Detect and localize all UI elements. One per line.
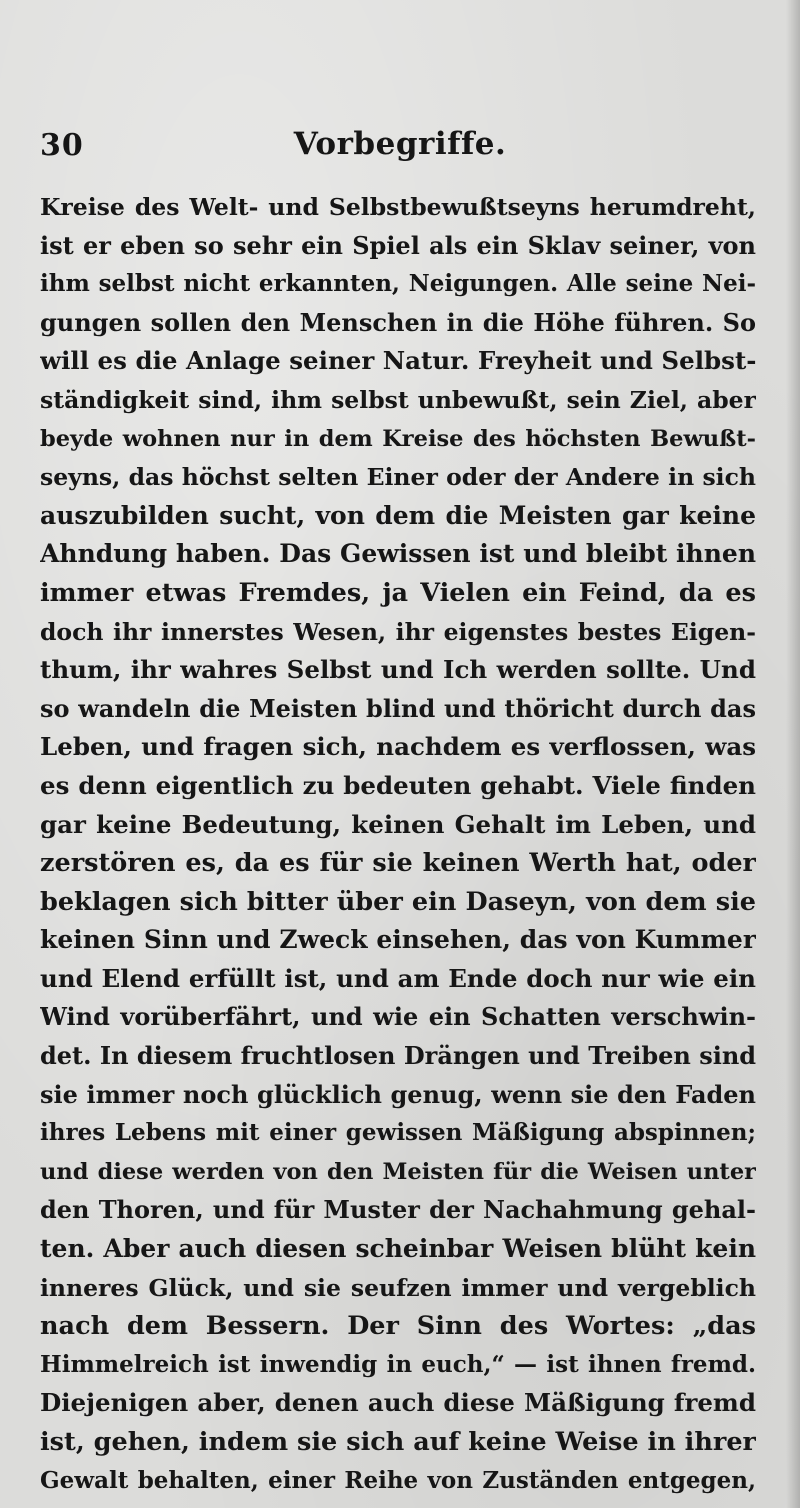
text-line: will es die Anlage seiner Natur. Freyheit und Selbst- bbox=[40, 346, 756, 376]
text-line: Diejenigen aber, denen auch diese Mäßigung fremd bbox=[40, 1388, 756, 1418]
text-line: gungen sollen den Menschen in die Höhe führen. So bbox=[40, 307, 756, 337]
text-line: sie immer noch glücklich genug, wenn sie den Faden bbox=[40, 1079, 756, 1109]
text-line: beyde wohnen nur in dem Kreise des höchsten Bewußt- bbox=[40, 425, 756, 452]
text-line: zerstören es, da es für sie keinen Werth hat, oder bbox=[40, 848, 756, 879]
text-line: seyns, das höchst selten Einer oder der Andere in sich bbox=[40, 463, 756, 492]
text-line: ist er eben so sehr ein Spiel als ein Sklav seiner, von bbox=[40, 230, 756, 260]
page-number: 30 bbox=[40, 128, 84, 163]
running-head: Vorbegriffe. bbox=[293, 126, 507, 162]
text-line: keinen Sinn und Zweck einsehen, das von Kummer bbox=[40, 925, 756, 955]
text-line: beklagen sich bitter über ein Daseyn, von dem sie bbox=[40, 886, 756, 917]
text-line: ihm selbst nicht erkannten, Neigungen. Alle seine Nei- bbox=[40, 270, 756, 298]
body-text bbox=[40, 188, 756, 1500]
text-line: ist, gehen, indem sie sich auf keine Weise in ihrer bbox=[40, 1427, 756, 1457]
text-line: auszubilden sucht, von dem die Meisten gar keine bbox=[40, 500, 756, 530]
text-line: gar keine Bedeutung, keinen Gehalt im Leben, und bbox=[40, 809, 756, 839]
text-line: und diese werden von den Meisten für die Weisen unter bbox=[40, 1158, 756, 1185]
text-line: Leben, und fragen sich, nachdem es verflossen, was bbox=[40, 732, 756, 762]
text-line: ten. Aber auch diesen scheinbar Weisen blüht kein bbox=[40, 1234, 756, 1264]
text-line: so wandeln die Meisten blind und thöricht durch das bbox=[40, 693, 756, 723]
text-line: Gewalt behalten, einer Reihe von Zuständen entgegen, bbox=[40, 1466, 756, 1494]
text-line: Wind vorüberfährt, und wie ein Schatten verschwin- bbox=[40, 1002, 756, 1032]
text-line: und Elend erfüllt ist, und am Ende doch nur wie ein bbox=[40, 963, 756, 993]
text-line: Ahndung haben. Das Gewissen ist und bleibt ihnen bbox=[40, 539, 756, 569]
text-line: Himmelreich ist inwendig in euch,“ — ist ihnen fremd. bbox=[40, 1350, 756, 1378]
text-line: es denn eigentlich zu bedeuten gehabt. Viele finden bbox=[40, 770, 756, 800]
text-line: thum, ihr wahres Selbst und Ich werden sollte. Und bbox=[40, 655, 756, 685]
text-line: Kreise des Welt- und Selbstbewußtseyns herumdreht, bbox=[40, 193, 756, 221]
page-header bbox=[40, 118, 760, 166]
text-line: doch ihr innerstes Wesen, ihr eigenstes bestes Eigen- bbox=[40, 617, 756, 646]
text-line: nach dem Bessern. Der Sinn des Wortes: „das bbox=[40, 1311, 756, 1342]
text-line: det. In diesem fruchtlosen Drängen und Treiben sind bbox=[40, 1041, 756, 1071]
text-line: ständigkeit sind, ihm selbst unbewußt, sein Ziel, aber bbox=[40, 385, 756, 414]
text-line: ihres Lebens mit einer gewissen Mäßigung abspinnen; bbox=[40, 1119, 756, 1147]
text-line: immer etwas Fremdes, ja Vielen ein Feind, da es bbox=[40, 577, 756, 608]
page-edge-shadow bbox=[786, 0, 800, 1508]
text-line: inneres Glück, und sie seufzen immer und vergeblich bbox=[40, 1273, 756, 1302]
text-line: den Thoren, und für Muster der Nachahmung gehal- bbox=[40, 1195, 756, 1225]
